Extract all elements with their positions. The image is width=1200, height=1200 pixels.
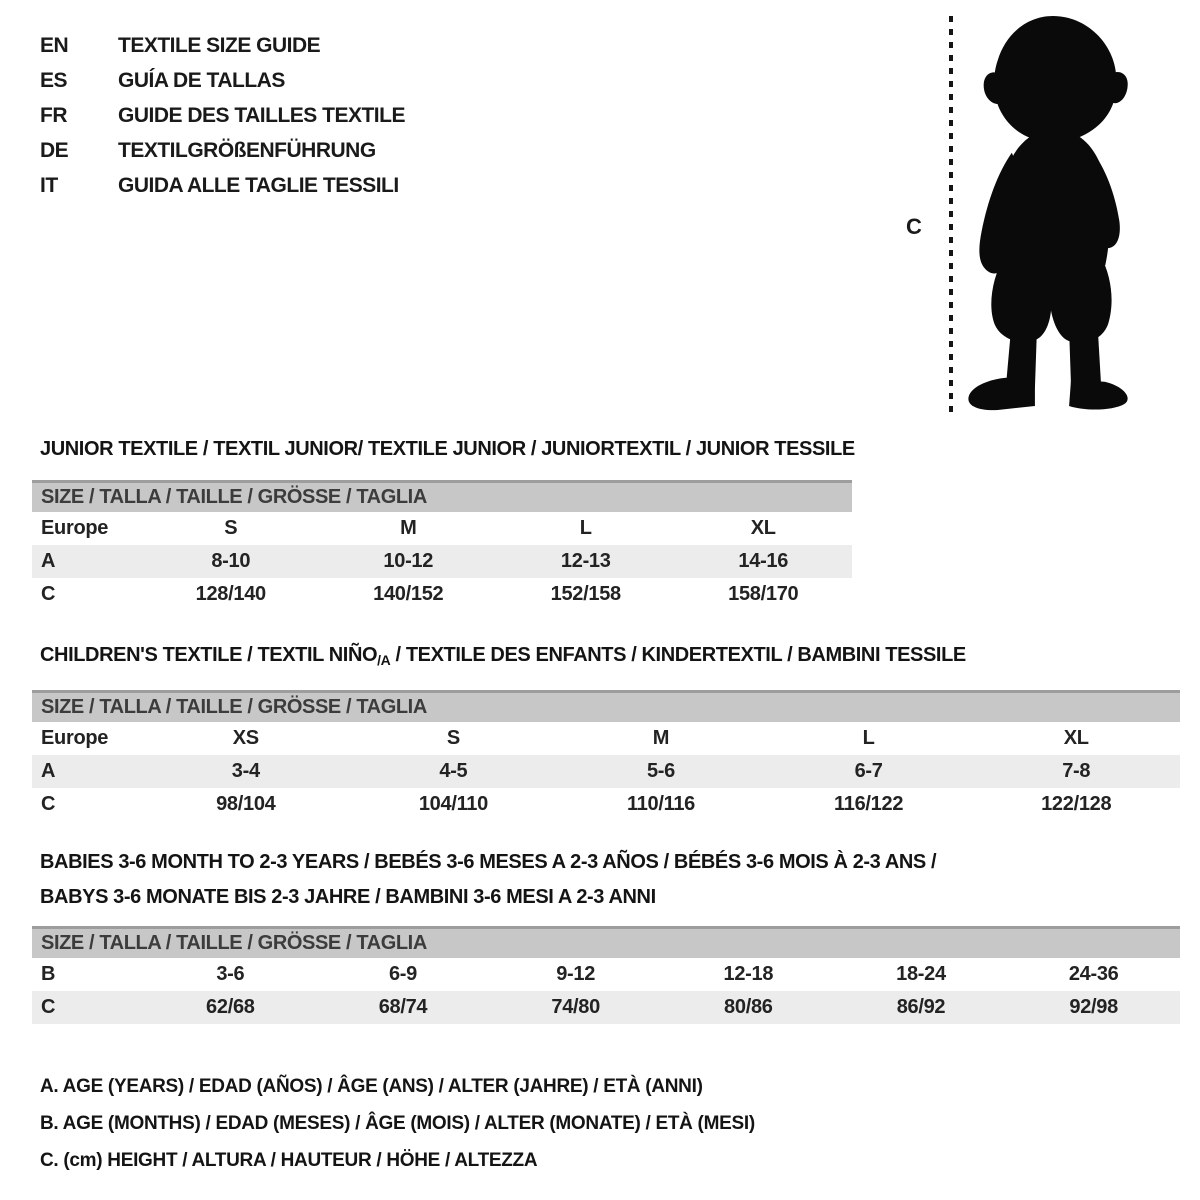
babies-months-4: 12-18 (723, 963, 774, 985)
table-row (32, 578, 852, 611)
babies-months-6: 24-36 (1068, 963, 1119, 985)
babies-height-6: 92/98 (1069, 996, 1118, 1018)
lang-title-de: TEXTILGRÖßENFÜHRUNG (118, 138, 376, 162)
children-size-s: S (446, 727, 460, 749)
lang-code-en: EN (40, 33, 69, 57)
children-size-xl: XL (1063, 727, 1089, 749)
height-measure-dashed-line (949, 16, 953, 416)
legend-height-cm: C. (cm) HEIGHT / ALTURA / HAUTEUR / HÖHE / ALTEZZA (40, 1150, 538, 1171)
lang-row-it (40, 168, 405, 203)
toddler-silhouette-image (964, 14, 1136, 416)
children-title-suffix: / TEXTILE DES ENFANTS / KINDERTEXTIL / BAMBINI TESSILE (390, 644, 966, 666)
lang-row-es (40, 63, 405, 98)
junior-size-xl: XL (750, 517, 776, 539)
babies-title-line1: BABIES 3-6 MONTH TO 2-3 YEARS / BEBÉS 3-6 MESES A 2-3 AÑOS / BÉBÉS 3-6 MOIS À 2-3 ANS / (40, 851, 937, 873)
legend-age-months: B. AGE (MONTHS) / EDAD (MESES) / ÂGE (MOIS) / ALTER (MONATE) / ETÀ (MESI) (40, 1113, 755, 1134)
lang-row-en (40, 28, 405, 63)
junior-height-l: 152/158 (550, 583, 621, 605)
junior-height-xl: 158/170 (728, 583, 799, 605)
children-height-l: 116/122 (834, 793, 904, 815)
junior-size-l: L (579, 517, 592, 539)
babies-title-line2: BABYS 3-6 MONATE BIS 2-3 JAHRE / BAMBINI 3-6 MESI A 2-3 ANNI (40, 886, 656, 908)
legend-age-years: A. AGE (YEARS) / EDAD (AÑOS) / ÂGE (ANS) / ALTER (JAHRE) / ETÀ (ANNI) (40, 1076, 703, 1097)
lang-code-es: ES (40, 68, 68, 92)
table-row (32, 788, 1180, 821)
children-age-l: 6-7 (854, 760, 883, 782)
children-section-title (40, 644, 966, 667)
children-title-subscript: /A (377, 652, 391, 668)
table-row (32, 722, 1180, 755)
children-size-m: M (652, 727, 670, 749)
children-age-m: 5-6 (646, 760, 675, 782)
children-size-xs: XS (232, 727, 259, 749)
language-title-list (40, 28, 405, 203)
babies-months-1: 3-6 (216, 963, 245, 985)
babies-months-3: 9-12 (556, 963, 596, 985)
table-row (32, 545, 852, 578)
babies-height-row-label: C (41, 996, 56, 1018)
babies-months-5: 18-24 (896, 963, 946, 985)
babies-height-1: 62/68 (206, 996, 255, 1018)
table-row (32, 958, 1180, 991)
lang-row-fr (40, 98, 405, 133)
lang-code-fr: FR (40, 103, 67, 127)
table-row (32, 512, 852, 545)
babies-height-2: 68/74 (378, 996, 428, 1018)
lang-title-es: GUÍA DE TALLAS (118, 68, 285, 92)
lang-title-fr: GUIDE DES TAILLES TEXTILE (118, 103, 405, 127)
children-size-l: L (862, 727, 875, 749)
lang-row-de (40, 133, 405, 168)
junior-size-s: S (224, 517, 238, 539)
junior-size-header-bar (32, 480, 852, 512)
children-age-xl: 7-8 (1062, 760, 1091, 782)
junior-section-title: JUNIOR TEXTILE / TEXTIL JUNIOR/ TEXTILE JUNIOR / JUNIORTEXTIL / JUNIOR TESSILE (40, 438, 855, 460)
children-size-header-bar (32, 690, 1180, 722)
measurement-legend (40, 1068, 755, 1179)
junior-age-row-label: A (41, 550, 56, 572)
children-size-header-label: SIZE / TALLA / TAILLE / GRÖSSE / TAGLIA (41, 696, 427, 718)
children-height-row-label: C (41, 793, 56, 815)
babies-size-header-label: SIZE / TALLA / TAILLE / GRÖSSE / TAGLIA (41, 932, 427, 954)
table-row (32, 755, 1180, 788)
children-height-xl: 122/128 (1041, 793, 1112, 815)
children-height-s: 104/110 (418, 793, 488, 815)
junior-size-table (32, 480, 852, 611)
babies-size-table (32, 926, 1180, 1024)
babies-height-3: 74/80 (551, 996, 600, 1018)
junior-height-s: 128/140 (195, 583, 266, 605)
children-height-xs: 98/104 (216, 793, 276, 815)
junior-age-s: 8-10 (211, 550, 251, 572)
children-age-xs: 3-4 (231, 760, 260, 782)
lang-code-it: IT (40, 173, 58, 197)
height-measure-label: C (906, 214, 922, 239)
junior-age-l: 12-13 (560, 550, 611, 572)
lang-title-it: GUIDA ALLE TAGLIE TESSILI (118, 173, 399, 197)
junior-height-row-label: C (41, 583, 56, 605)
table-row (32, 991, 1180, 1024)
junior-size-header-label: SIZE / TALLA / TAILLE / GRÖSSE / TAGLIA (41, 486, 427, 508)
lang-code-de: DE (40, 138, 69, 162)
babies-section-title (40, 845, 936, 915)
lang-title-en: TEXTILE SIZE GUIDE (118, 33, 321, 57)
children-title-prefix: CHILDREN'S TEXTILE / TEXTIL NIÑO (40, 644, 378, 666)
junior-age-xl: 14-16 (738, 550, 789, 572)
children-size-table (32, 690, 1180, 821)
babies-height-5: 86/92 (896, 996, 946, 1018)
junior-size-m: M (400, 517, 417, 539)
junior-europe-label: Europe (41, 517, 109, 539)
babies-size-header-bar (32, 926, 1180, 958)
babies-months-row-label: B (41, 963, 56, 985)
children-age-row-label: A (41, 760, 56, 782)
junior-age-m: 10-12 (383, 550, 434, 572)
babies-height-4: 80/86 (724, 996, 773, 1018)
children-height-m: 110/116 (626, 793, 695, 815)
junior-height-m: 140/152 (373, 583, 444, 605)
children-europe-label: Europe (41, 727, 109, 749)
babies-months-2: 6-9 (388, 963, 417, 985)
children-age-s: 4-5 (439, 760, 468, 782)
